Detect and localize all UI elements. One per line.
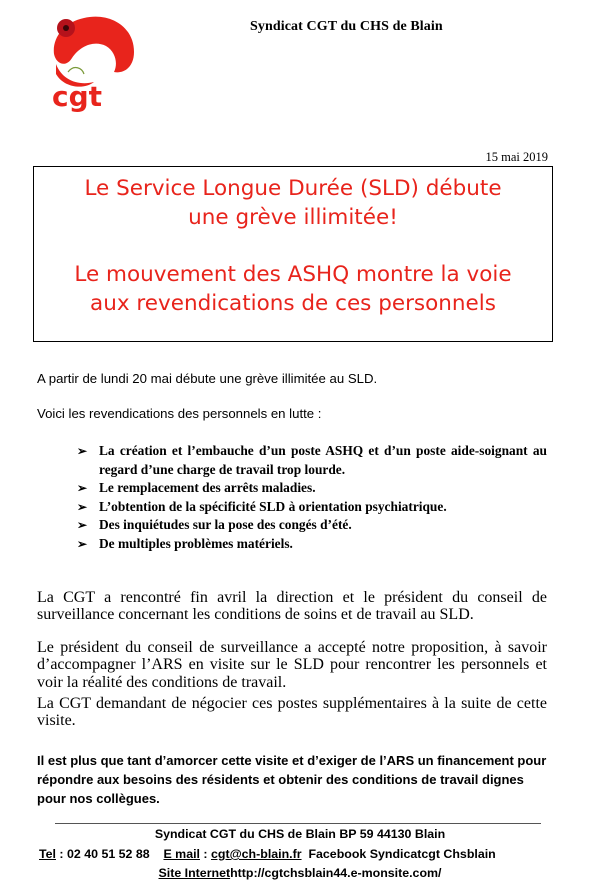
arrow-bullet-icon: ➢ [77, 481, 88, 496]
cgt-logo [44, 12, 138, 112]
demand-text: La création et l’embauche d’un poste ASHQ et d’un poste aide-soignant au regard d’une charge de travail trop lourde. [99, 443, 547, 477]
email-separator: : [199, 847, 211, 861]
title-line-1: Le Service Longue Durée (SLD) débute [84, 176, 502, 201]
tel-label: Tel [39, 847, 56, 861]
tel-value: : 02 40 51 52 88 [55, 847, 150, 861]
list-item [77, 535, 547, 554]
organization-header: Syndicat CGT du CHS de Blain [250, 19, 443, 34]
demand-text: Des inquiétudes sur la pose des congés d’été. [99, 517, 352, 533]
cgt-logo-icon [44, 12, 138, 112]
title-line-4: aux revendications de ces personnels [90, 291, 496, 316]
paragraph-negotiation: La CGT demandant de négocier ces postes supplémentaires à la suite de cette visite. [37, 695, 547, 730]
arrow-bullet-icon: ➢ [77, 536, 88, 551]
demand-text: De multiples problèmes matériels. [99, 535, 293, 551]
logo-signature-stroke [68, 68, 84, 74]
demands-list [77, 442, 547, 554]
title-line-2: une grève illimitée! [188, 205, 398, 230]
title-box [33, 166, 553, 342]
footer-website [0, 866, 600, 880]
title-line-3: Le mouvement des ASHQ montre la voie [74, 262, 512, 287]
intro-text: A partir de lundi 20 mai débute une grève illimitée au SLD. [37, 371, 378, 386]
list-item [77, 516, 547, 535]
arrow-bullet-icon: ➢ [77, 499, 88, 514]
facebook-text: Facebook Syndicatcgt Chsblain [308, 847, 496, 861]
arrow-bullet-icon: ➢ [77, 444, 88, 458]
list-item [77, 498, 547, 517]
paragraph-meeting: La CGT a rencontré fin avril la direction et le président du conseil de surveillance concernant les conditions de soins et de travail au SLD. [37, 589, 547, 624]
logo-text: cgt [52, 80, 103, 112]
demands-intro: Voici les revendications des personnels en lutte : [37, 406, 322, 421]
list-item [77, 442, 547, 479]
email-link[interactable]: cgt@ch-blain.fr [211, 847, 302, 861]
demand-text: L’obtention de la spécificité SLD à orientation psychiatrique. [99, 498, 447, 514]
footer-divider [55, 823, 541, 824]
demand-text: Le remplacement des arrêts maladies. [99, 480, 316, 496]
list-item [77, 479, 547, 498]
footer-contacts [39, 847, 496, 861]
paragraph-proposal: Le président du conseil de surveillance a accepté notre proposition, à savoir d’accompagner l’ARS en visite sur le SLD pour rencontrer les personnels et voir la réalité des conditions de travail. [37, 639, 547, 691]
document-date: 15 mai 2019 [485, 150, 548, 164]
logo-flower-center [63, 25, 69, 31]
site-label: Site Internet [158, 866, 231, 880]
arrow-bullet-icon: ➢ [77, 518, 88, 533]
paragraph-call-to-action: Il est plus que tant d’amorcer cette visite et d’exiger de l’ARS un financement pour répondre aux besoins des résidents et obtenir des conditions de travail dignes pour nos collègues. [37, 753, 547, 807]
site-link[interactable]: http://cgtchsblain44.e-monsite.com/ [230, 866, 442, 880]
email-label: E mail [163, 847, 200, 861]
footer-address: Syndicat CGT du CHS de Blain BP 59 44130 Blain [154, 827, 446, 841]
